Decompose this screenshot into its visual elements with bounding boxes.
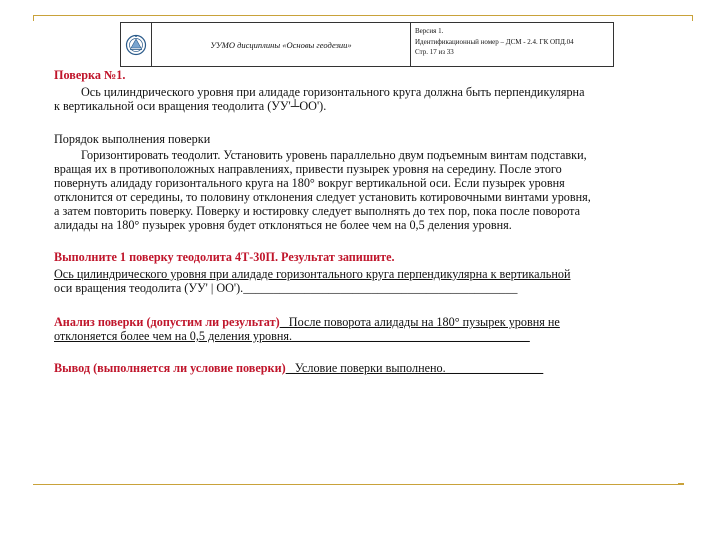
result-line-2: оси вращения теодолита (УУ' | ОО')._____________________________________________ <box>54 281 518 295</box>
analysis-answer-line-1: _После поворота алидады на 180° пузырек уровня не <box>279 315 560 329</box>
emblem-icon <box>125 33 147 57</box>
id-number-line: Идентификационный номер – ДСМ - 2.4. ГК ОПД.04 <box>415 37 574 46</box>
header-meta <box>411 23 613 66</box>
check-title: Поверка №1. <box>54 68 126 82</box>
conclusion-answer: _Условие поверки выполнено.________________ <box>285 361 544 375</box>
bottom-rule-dash <box>678 483 684 485</box>
procedure-line-2: вращая их в противоположных направлениях, привести пузырек уровня на середину. После этого <box>54 162 562 176</box>
top-rule <box>33 15 693 16</box>
condition-line-1: Ось цилиндрического уровня при алидаде горизонтального круга должна быть перпендикулярна <box>81 85 585 99</box>
conclusion-label: Вывод (выполняется ли условие поверки) <box>54 361 286 375</box>
procedure-line-6: алидады на 180° пузырек уровня будет отклоняться не более чем на 0,5 деления уровня. <box>54 218 512 232</box>
analysis-answer-line-2: отклоняется более чем на 0,5 деления уровня._______________________________________ <box>54 329 530 343</box>
header-title: УУМО дисциплины «Основы геодезии» <box>152 23 411 66</box>
analysis-label: Анализ поверки (допустим ли результат) <box>54 315 280 329</box>
page-number-line: Стр. 17 из 33 <box>415 48 454 56</box>
procedure-line-3: повернуть алидаду горизонтального круга на 180° вокруг вертикальной оси. Если пузырек уровня <box>54 176 565 190</box>
procedure-line-5: а затем повторить поверку. Поверку и юстировку следует выполнять до тех пор, пока после поворота <box>54 204 581 218</box>
top-rule-right-tick <box>692 15 693 21</box>
document-header <box>120 22 614 67</box>
procedure-line-1: Горизонтировать теодолит. Установить уровень параллельно двум подъемным винтам подставки, <box>81 148 587 162</box>
procedure-heading: Порядок выполнения поверки <box>54 132 211 146</box>
result-line-1: Ось цилиндрического уровня при алидаде горизонтального круга перпендикулярна к вертикальной <box>54 267 571 281</box>
condition-line-2: к вертикальной оси вращения теодолита (УУ'┴ОО'). <box>54 99 327 113</box>
task-label: Выполните 1 поверку теодолита 4Т-30П. Результат запишите. <box>54 250 395 264</box>
version-line: Версия 1. <box>415 27 444 35</box>
analysis-row <box>54 315 560 330</box>
header-logo-cell <box>121 23 152 66</box>
procedure-line-4: отклонится от середины, то половину отклонения следует установить котировочными винтами уровня, <box>54 190 591 204</box>
conclusion-row <box>54 361 543 376</box>
top-rule-left-tick <box>33 15 34 21</box>
bottom-rule <box>33 484 683 485</box>
